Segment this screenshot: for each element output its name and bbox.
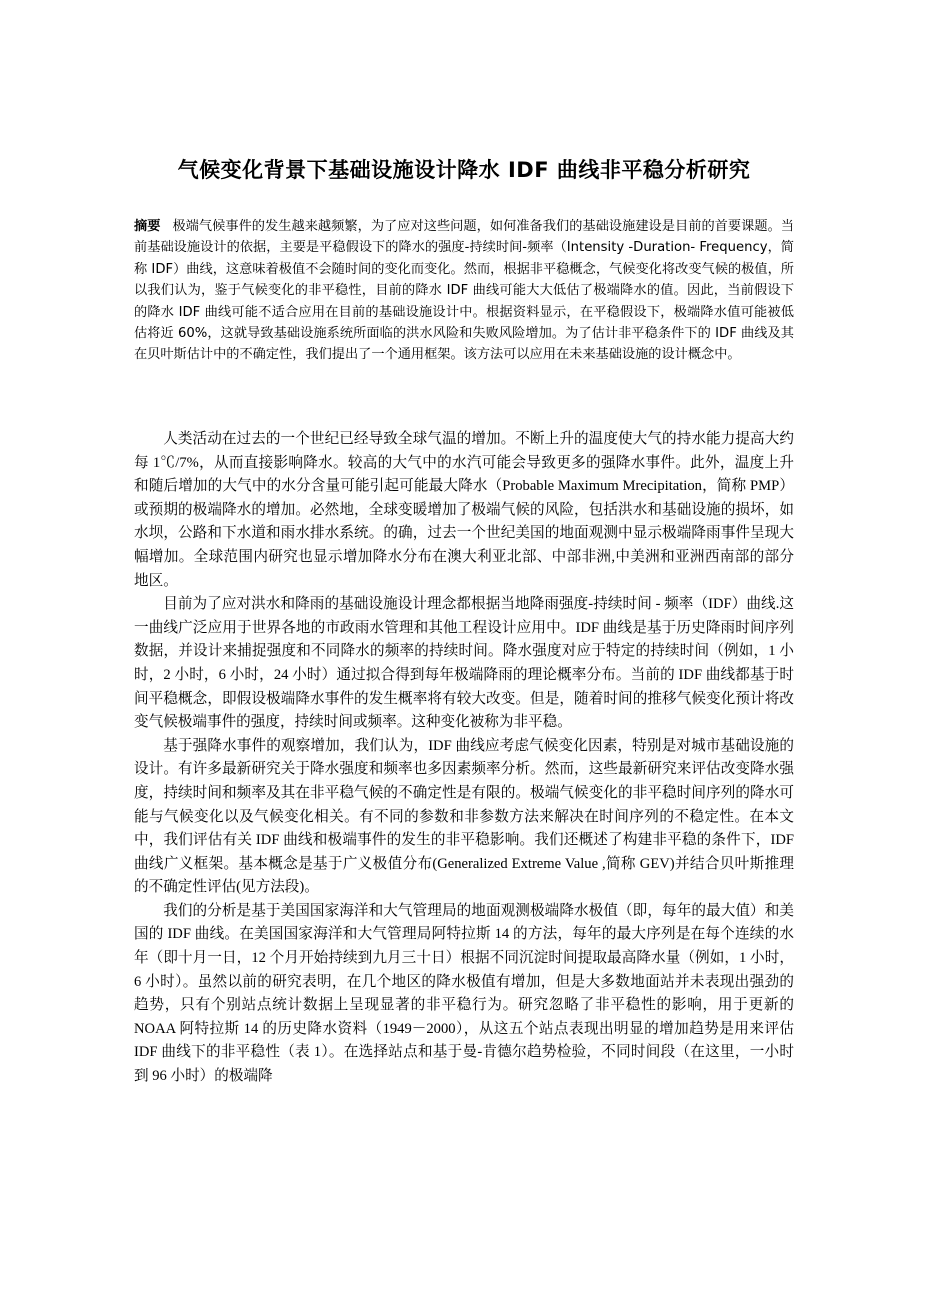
body-paragraph: 我们的分析是基于美国国家海洋和大气管理局的地面观测极端降水极值（即，每年的最大值）和美国的 IDF 曲线。在美国国家海洋和大气管理局阿特拉斯 14 的方法，每年的最大序列是在每个连续的水年（即十月一日，12 个月开始持续到九月三十日）根据不同沉淀时间提取最高降水量（例如，1 小时，6 小时）。虽然以前的研究表明，在几个地区的降水极值有增加，但是大多数地面站并未表现出强劲的趋势，只有个别站点统计数据上呈现显著的非平稳行为。研究忽略了非平稳性的影响，用于更新的 NOAA 阿特拉斯 14 的历史降水资料（1949－2000），从这五个站点表现出明显的增加趋势是用来评估 IDF 曲线下的非平稳性（表 1）。在选择站点和基于曼-肯德尔趋势检验，不同时间段（在这里，一小时到 96 小时）的极端降 — [134, 902, 794, 1085]
body-paragraph: 目前为了应对洪水和降雨的基础设施设计理念都根据当地降雨强度-持续时间 - 频率（IDF）曲线.这一曲线广泛应用于世界各地的市政雨水管理和其他工程设计应用中。IDF 曲线是基于历史降雨时间序列数据，并设计来捕捉强度和不同降水的频率的持续时间。降水强度对应于特定的持续时间（例如，1 小时，2 小时，6 小时，24 小时）通过拟合得到每年极端降雨的理论概率分布。当前的 IDF 曲线都基于时间平稳概念，即假设极端降水事件的发生概率将有较大改变。但是，随着时间的推移气候变化预计将改变气候极端事件的强度，持续时间或频率。这种变化被称为非平稳。 — [134, 596, 794, 731]
body-text — [134, 428, 794, 1089]
body-paragraph: 人类活动在过去的一个世纪已经导致全球气温的增加。不断上升的温度使大气的持水能力提高大约每 1℃/7%，从而直接影响降水。较高的大气中的水汽可能会导致更多的强降水事件。此外，温度上升和随后增加的大气中的水分含量可能引起可能最大降水（Probable Maximum Mrecipitation，简称 PMP）或预期的极端降水的增加。必然地，全球变暖增加了极端气候的风险，包括洪水和基础设施的损坏，如水坝，公路和下水道和雨水排水系统。的确，过去一个世纪美国的地面观测中显示极端降雨事件呈现大幅增加。全球范围内研究也显示增加降水分布在澳大利亚北部、中部非洲,中美洲和亚洲西南部的部分地区。 — [134, 431, 794, 589]
paper-title: 气候变化背景下基础设施设计降水 IDF 曲线非平稳分析研究 — [177, 158, 751, 182]
abstract-label: 摘要 — [134, 219, 161, 234]
body-paragraph: 基于强降水事件的观察增加，我们认为，IDF 曲线应考虑气候变化因素，特别是对城市基础设施的设计。有许多最新研究关于降水强度和频率也多因素频率分析。然而，这些最新研究来评估改变降水强度，持续时间和频率及其在非平稳气候的不确定性是有限的。极端气候变化的非平稳时间序列的降水可能与气候变化以及气候变化相关。有不同的参数和非参数方法来解决在时间序列的不稳定性。在本文中，我们评估有关 IDF 曲线和极端事件的发生的非平稳影响。我们还概述了构建非平稳的条件下，IDF 曲线广义框架。基本概念是基于广义极值分布(Generalized Extreme Value ,简称 GEV)并结合贝叶斯推理的不确定性评估(见方法段)。 — [134, 737, 794, 896]
abstract — [134, 216, 794, 366]
abstract-text: 极端气候事件的发生越来越频繁，为了应对这些问题，如何准备我们的基础设施建设是目前的首要课题。当前基础设施设计的依据，主要是平稳假设下的降水的强度-持续时间-频率（Intensity -Duration- Frequency，简称 IDF）曲线，这意味着极值不会随时间的变化而变化。然而，根据非平稳概念，气候变化将改变气候的极值，所以我们认为，鉴于气候变化的非平稳性，目前的降水 IDF 曲线可能大大低估了极端降水的值。因此，当前假设下的降水 IDF 曲线可能不适合应用在目前的基础设施设计中。根据资料显示，在平稳假设下，极端降水值可能被低估将近 60%，这就导致基础设施系统所面临的洪水风险和失败风险增加。为了估计非平稳条件下的 IDF 曲线及其在贝叶斯估计中的不确定性，我们提出了一个通用框架。该方法可以应用在未来基础设施的设计概念中。 — [134, 219, 794, 363]
